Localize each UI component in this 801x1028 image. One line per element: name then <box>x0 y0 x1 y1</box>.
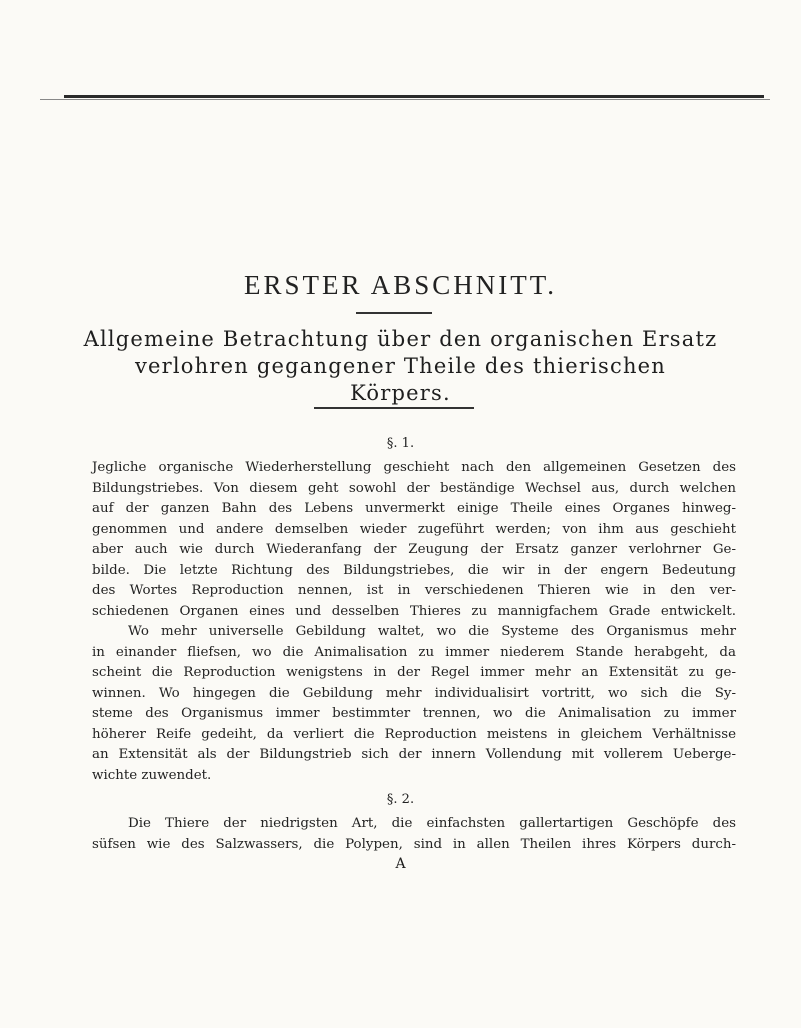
text-line: an Extensität als der Bildungstrieb sich der innern Vollendung mit vollerem Ueberge- <box>92 747 736 762</box>
paragraph-1 <box>92 458 736 786</box>
heading-divider <box>356 312 432 314</box>
text-line: Bildungstriebes. Von diesem geht sowohl der beständige Wechsel aus, durch welchen <box>92 480 736 496</box>
text-line: scheint die Reproduction wenigstens in der Regel immer mehr an Extensität zu ge- <box>92 665 736 680</box>
text-line: Wo mehr universelle Gebildung waltet, wo die Systeme des Organismus mehr <box>128 624 736 639</box>
text-line: des Wortes Reproduction nennen, ist in verschiedenen Thieren wie in den ver- <box>92 583 736 598</box>
text-line: süfsen wie des Salzwassers, die Polypen, sind in allen Theilen ihres Körpers durch- <box>92 836 736 852</box>
chapter-heading: ERSTER ABSCHNITT. <box>243 270 558 300</box>
signature-mark: A <box>395 856 406 872</box>
text-line: in einander fliefsen, wo die Animalisation zu immer niederem Stande herabgeht, da <box>92 644 736 660</box>
text-line: aber auch wie durch Wiederanfang der Zeugung der Ersatz ganzer verlohrner Ge- <box>92 542 736 557</box>
text-line: winnen. Wo hingegen die Gebildung mehr individualisirt vortritt, wo sich die Sy- <box>92 685 736 701</box>
title-line: Körpers. <box>350 381 451 405</box>
text-line: bilde. Die letzte Richtung des Bildungstriebes, die wir in der engern Bedeutung <box>92 562 736 578</box>
text-line: Jegliche organische Wiederherstellung geschieht nach den allgemeinen Gesetzen des <box>92 460 736 475</box>
text-line: genommen und andere demselben wieder zugeführt werden; von ihm aus geschieht <box>92 521 736 537</box>
text-line: schiedenen Organen eines und desselben Thieres zu mannigfachem Grade entwickelt. <box>92 603 736 619</box>
text-line: wichte zuwendet. <box>92 767 212 783</box>
text-line: höherer Reife gedeiht, da verliert die Reproduction meistens in gleichem Verhältnisse <box>92 726 736 742</box>
section-title <box>0 326 801 407</box>
top-thin-rule <box>40 99 770 100</box>
text-line: Die Thiere der niedrigsten Art, die einfachsten gallertartigen Geschöpfe des <box>128 816 736 831</box>
title-divider <box>314 407 474 409</box>
top-decorative-rule <box>64 95 764 98</box>
text-line: auf der ganzen Bahn des Lebens unvermerkt einige Theile eines Organes hinweg- <box>92 501 736 516</box>
title-line: Allgemeine Betrachtung über den organischen Ersatz <box>83 327 718 351</box>
paragraph-2 <box>92 814 736 855</box>
title-line: verlohren gegangener Theile des thierischen <box>134 354 667 378</box>
section-mark-2: §. 2. <box>386 792 415 807</box>
text-line: steme des Organismus immer bestimmter trennen, wo die Animalisation zu immer <box>92 706 736 721</box>
section-mark-1: §. 1. <box>386 436 415 451</box>
